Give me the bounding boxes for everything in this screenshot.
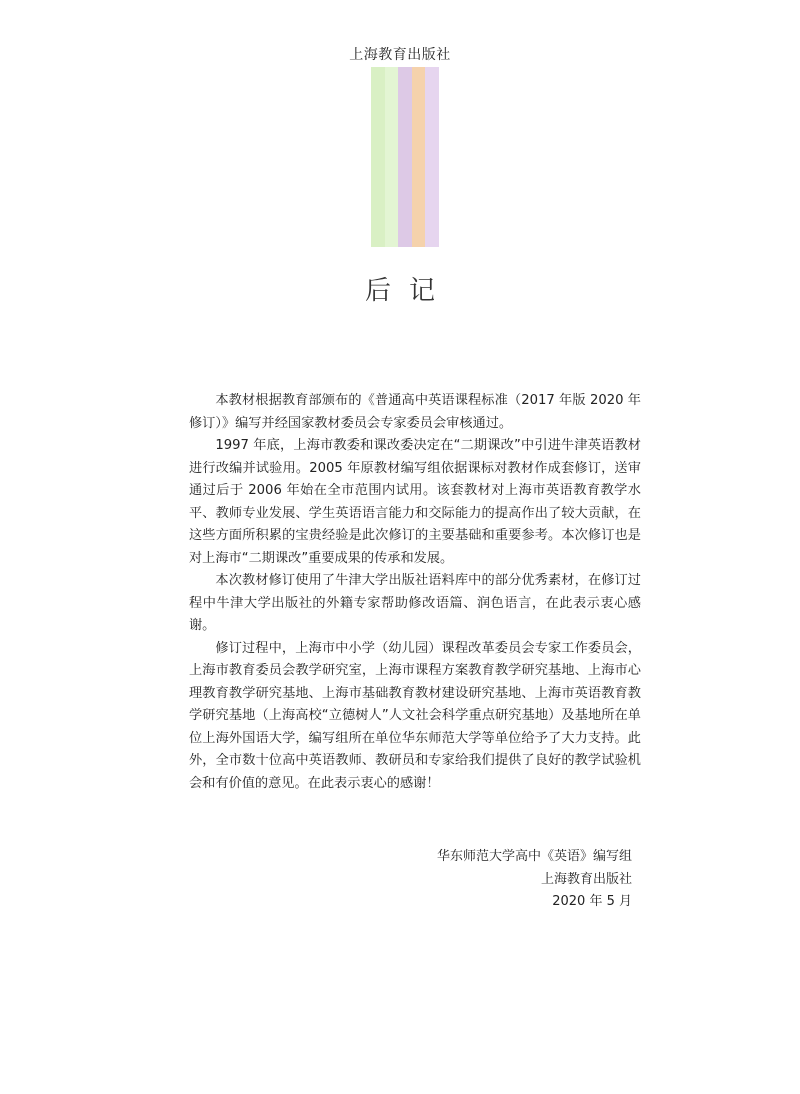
signature-publisher: 上海教育出版社 — [540, 871, 632, 887]
signature-block — [437, 846, 632, 914]
stripe-3 — [398, 67, 412, 247]
color-stripes-decoration — [371, 67, 439, 247]
paragraph-4: 修订过程中，上海市中小学（幼儿园）课程改革委员会专家工作委员会，上海市教育委员会教学研究室，上海市课程方案教育教学研究基地、上海市心理教育教学研究基地、上海市基础教育教材建设研究基地、上海市英语教育教学研究基地（上海高校“立德树人”人文社会科学重点研究基地）及基地所在单位上海外国语大学，编写组所在单位华东师范大学等单位给予了大力支持。此外，全市数十位高中英语教师、教研员和专家给我们提供了良好的教学试验机会和有价值的意见。在此表示衷心的感谢！ — [189, 640, 641, 791]
stripe-1 — [371, 67, 385, 247]
page-title: 后记 — [364, 276, 453, 306]
stripe-2 — [385, 67, 399, 247]
signature-date: 2020 年 5 月 — [552, 894, 632, 909]
publisher-header: 上海教育出版社 — [349, 47, 451, 63]
paragraph-3: 本次教材修订使用了牛津大学出版社语料库中的部分优秀素材，在修订过程中牛津大学出版社的外籍专家帮助修改语篇、润色语言，在此表示衷心感谢。 — [189, 573, 641, 633]
stripe-4 — [412, 67, 426, 247]
paragraph-1: 本教材根据教育部颁布的《普通高中英语课程标准（2017 年版 2020 年修订）》编写并经国家教材委员会专家委员会审核通过。 — [189, 393, 641, 431]
stripe-5 — [425, 67, 439, 247]
paragraph-2: 1997 年底，上海市教委和课改委决定在“二期课改”中引进牛津英语教材进行改编并试验用。2005 年原教材编写组依据课标对教材作成套修订，送审通过后于 2006 年始在全市范围内试用。该套教材对上海市英语教育教学水平、教师专业发展、学生英语语言能力和交际能力的提高作出了较大贡献，在这些方面所积累的宝贵经验是此次修订的主要基础和重要参考。本次修订也是对上海市“二期课改”重要成果的传承和发展。 — [189, 438, 641, 566]
afterword-body — [189, 390, 641, 795]
signature-editors: 华东师范大学高中《英语》编写组 — [436, 849, 632, 864]
